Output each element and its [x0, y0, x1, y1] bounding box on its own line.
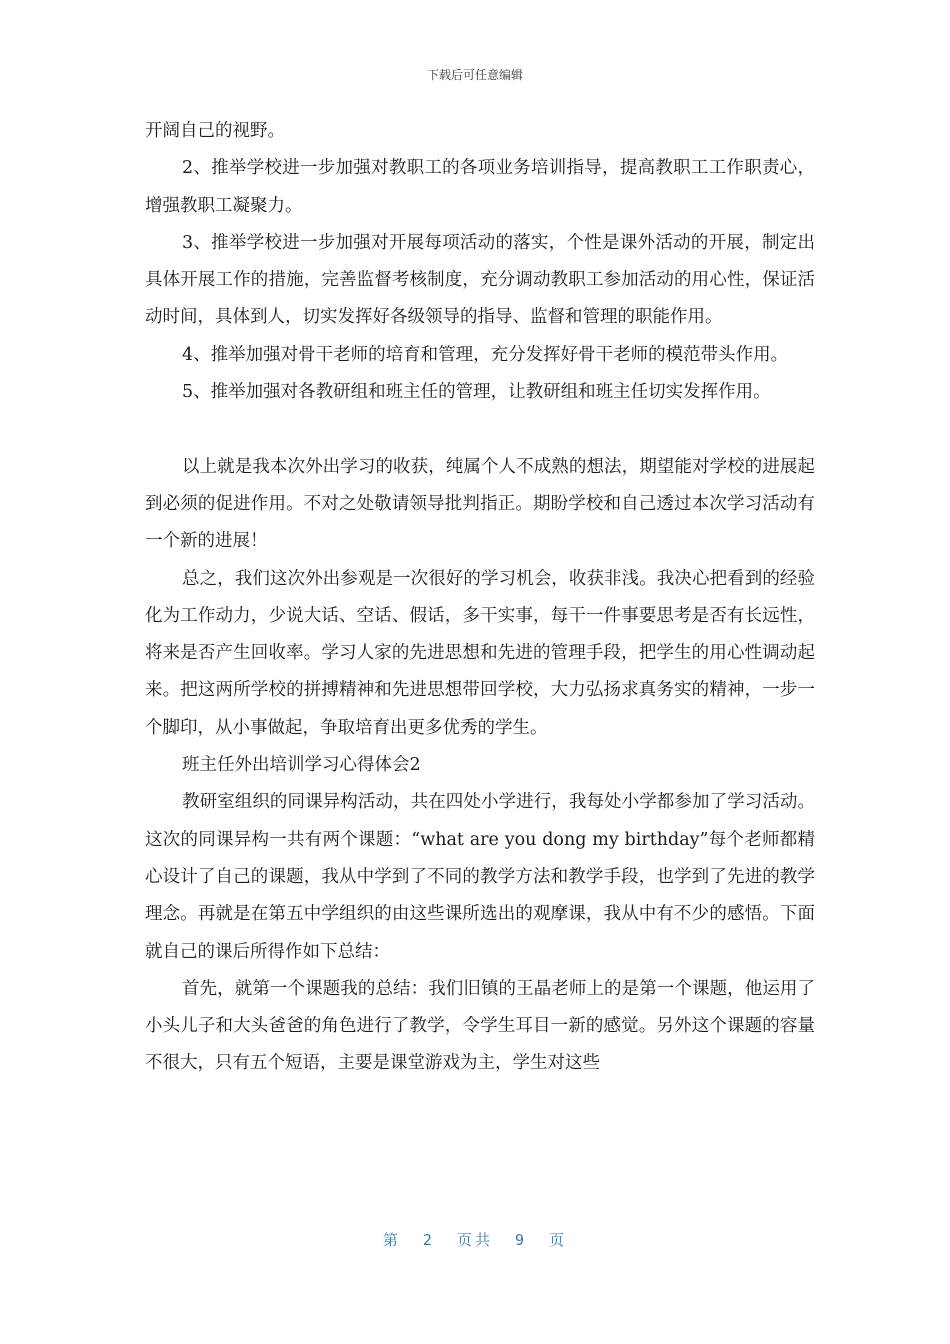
paragraph-gap	[145, 411, 815, 448]
paragraph: 开阔自己的视野。	[145, 121, 285, 141]
paragraph: 总之，我们这次外出参观是一次很好的学习机会，收获非浅。我决心把看到的经验化为工作动力，少说大话、空话、假话，多干实事，每干一件事要思考是否有长远性，将来是否产生回收率。学习人家的先进思想和先进的管理手段，把学生的用心性调动起来。把这两所学校的拼搏精神和先进思想带回学校，大力弘扬求真务实的精神，一步一个脚印，从小事做起，争取培育出更多优秀的学生。	[145, 568, 815, 738]
section-heading: 班主任外出培训学习心得体会2	[182, 755, 421, 776]
paragraph: 5、推举加强对各教研组和班主任的管理，让教研组和班主任切实发挥作用。	[182, 382, 771, 403]
paragraph: 教研室组织的同课异构活动，共在四处小学进行，我每处小学都参加了学习活动。这次的同课异构一共有两个课题：“what are you dong my birthday”每个老师都精心设计了自己的课题，我从中学到了不同的教学方法和教学手段，也学到了先进的教学理念。再就是在第五中学组织的由这些课所选出的观摩课，我从中有不少的感悟。下面就自己的课后所得作如下总结：	[145, 792, 815, 962]
document-body	[145, 113, 815, 1083]
page-number-footer: 第 2 页共 9 页	[382, 1231, 568, 1249]
paragraph: 首先，就第一个课题我的总结：我们旧镇的王晶老师上的是第一个课题，他运用了小头儿子和大头爸爸的角色进行了教学，令学生耳目一新的感觉。另外这个课题的容量不很大，只有五个短语，主要是课堂游戏为主，学生对这些	[145, 978, 815, 1074]
paragraph: 2、推举学校进一步加强对教职工的各项业务培训指导，提高教职工工作职责心，增强教职工凝聚力。	[145, 158, 815, 216]
page-header: 下载后可任意编辑	[426, 68, 523, 82]
paragraph: 以上就是我本次外出学习的收获，纯属个人不成熟的想法，期望能对学校的进展起到必须的促进作用。不对之处敬请领导批判指正。期盼学校和自己透过本次学习活动有一个新的进展！	[145, 456, 815, 552]
paragraph: 4、推举加强对骨干老师的培育和管理，充分发挥好骨干老师的模范带头作用。	[182, 344, 789, 365]
paragraph: 3、推举学校进一步加强对开展每项活动的落实，个性是课外活动的开展，制定出具体开展工作的措施，完善监督考核制度，充分调动教职工参加活动的用心性，保证活动时间，具体到人，切实发挥好各级领导的指导、监督和管理的职能作用。	[145, 232, 815, 328]
